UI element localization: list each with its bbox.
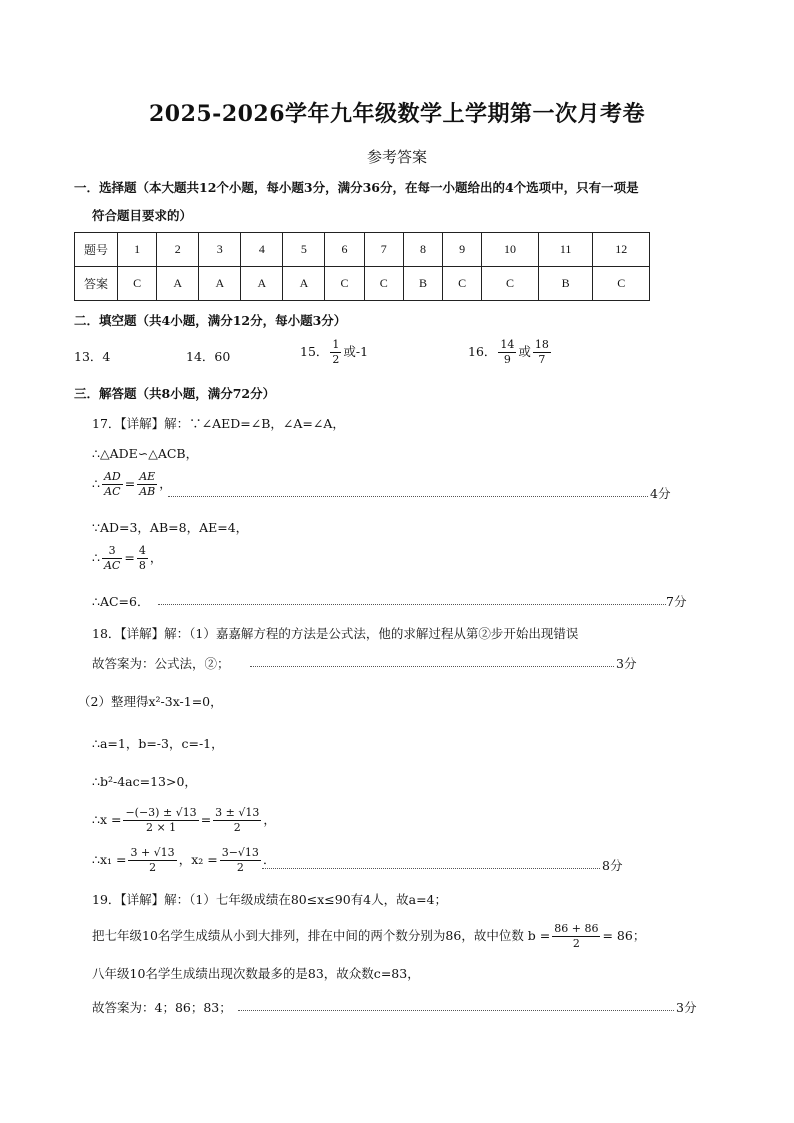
denominator: 8 [138, 559, 146, 572]
numerator: AD [103, 470, 121, 483]
table-cell: B [538, 267, 593, 301]
fraction [123, 806, 198, 835]
q19-line2 [92, 922, 645, 951]
score-label: 3分 [676, 1000, 697, 1015]
denominator: AC [104, 485, 121, 498]
fraction [137, 470, 157, 499]
table-cell: 6 [325, 233, 364, 267]
median-text: 把七年级10名学生成绩从小到大排列，排在中间的两个数分别为86，故中位数 b = [92, 928, 551, 943]
score-label: 4分 [650, 486, 671, 501]
fraction [102, 544, 122, 573]
denominator: 2 [236, 861, 244, 874]
dotted-leader [250, 666, 614, 667]
table-cell: C [325, 267, 364, 301]
q19-line1: 19．【详解】解：（1）七年级成绩在80≤x≤90有4人，故a=4； [92, 892, 447, 907]
section2-heading: 二．填空题（共4小题，满分12分，每小题3分） [74, 313, 347, 328]
table-cell: C [364, 267, 403, 301]
table-cell: 7 [364, 233, 403, 267]
punctuation: ， [149, 550, 163, 565]
punctuation: ， [263, 812, 276, 827]
denominator: 2 [149, 861, 157, 874]
denominator: 2 × 1 [145, 821, 177, 834]
q19-line3: 八年级10名学生成绩出现次数最多的是83，故众数c=83， [92, 966, 420, 981]
row-label: 题号 [75, 233, 118, 267]
table-cell: A [283, 267, 325, 301]
table-cell: C [443, 267, 482, 301]
numerator: 3 + √13 [130, 846, 175, 859]
answer-q13: 13．4 [74, 349, 111, 364]
q17-line5 [92, 544, 162, 573]
table-cell: 12 [593, 233, 650, 267]
table-cell: 4 [241, 233, 283, 267]
table-cell: 5 [283, 233, 325, 267]
numerator: AE [137, 470, 157, 485]
table-cell: C [482, 267, 539, 301]
section1-heading-line2: 符合题目要求的） [92, 208, 193, 223]
table-cell: 10 [482, 233, 539, 267]
fraction [137, 544, 148, 573]
score-label: 8分 [602, 858, 623, 873]
fraction [552, 922, 600, 951]
equals: = [200, 812, 212, 827]
equals: = [124, 550, 135, 565]
table-row-answers [75, 267, 650, 301]
score-label: 3分 [616, 656, 637, 671]
table-cell: A [157, 267, 199, 301]
table-cell: C [118, 267, 157, 301]
numerator: −(−3) ± √13 [125, 806, 197, 819]
denominator: 7 [538, 353, 546, 366]
answer-q15 [300, 338, 368, 367]
punctuation: ． [262, 852, 276, 867]
denominator: 9 [503, 353, 511, 366]
section1-heading-line1: 一．选择题（本大题共12个小题，每小题3分，满分36分，在每一小题给出的4个选项中，只有一项是 [74, 180, 639, 195]
numerator: 4 [138, 544, 146, 557]
dotted-leader [262, 868, 600, 869]
fraction [128, 846, 176, 875]
table-cell: B [403, 267, 442, 301]
section3-heading: 三．解答题（共8小题，满分72分） [74, 386, 276, 401]
denominator: 2 [572, 937, 580, 950]
fraction [498, 338, 516, 367]
page-title: 2025-2026学年九年级数学上学期第一次月考卷 [148, 101, 646, 127]
table-cell: 2 [157, 233, 199, 267]
q15-suffix: 或-1 [343, 344, 369, 359]
q18-line1: 18．【详解】解：（1）嘉嘉解方程的方法是公式法，他的求解过程从第②步开始出现错误 [92, 626, 579, 641]
q18-line6 [92, 806, 276, 835]
q17-line1: 17．【详解】解：∵∠AED=∠B，∠A=∠A， [92, 416, 345, 431]
equals: = [124, 476, 136, 491]
q17-line6: ∴AC=6． [92, 594, 150, 609]
table-cell: C [593, 267, 650, 301]
row-label: 答案 [75, 267, 118, 301]
dotted-leader [168, 496, 648, 497]
table-cell: 8 [403, 233, 442, 267]
table-cell: 3 [199, 233, 241, 267]
q18-line2: 故答案为：公式法，②； [92, 656, 230, 671]
table-cell: 1 [118, 233, 157, 267]
table-cell: 9 [443, 233, 482, 267]
q18-line4: ∴a=1，b=-3，c=-1， [92, 736, 224, 751]
denominator: 2 [233, 821, 241, 834]
numerator: 1 [332, 338, 340, 351]
table-cell: A [241, 267, 283, 301]
numerator: 14 [500, 338, 515, 351]
q19-line4: 故答案为：4；86；83； [92, 1000, 232, 1015]
table-cell: A [199, 267, 241, 301]
q18-line5: ∴b²-4ac=13>0， [92, 774, 197, 789]
numerator: 86 + 86 [554, 922, 599, 935]
q17-line3 [92, 470, 172, 499]
answer-table [74, 232, 650, 301]
dotted-leader [158, 604, 666, 605]
numerator: 3 ± √13 [215, 806, 260, 819]
equation-lhs: ∴x = [92, 812, 122, 827]
therefore-symbol: ∴ [92, 550, 100, 565]
equation-lhs: ∴x₁ = [92, 852, 127, 867]
punctuation: ， [159, 476, 172, 491]
table-cell: 11 [538, 233, 593, 267]
q15-prefix: 15． [300, 344, 329, 359]
dotted-leader [238, 1010, 674, 1011]
numerator: 3−√13 [221, 846, 259, 859]
fraction [533, 338, 551, 367]
q16-prefix: 16． [468, 344, 497, 359]
fraction [102, 470, 123, 499]
therefore-symbol: ∴ [92, 476, 100, 491]
q18-line7 [92, 846, 275, 875]
q17-line2: ∴△ADE∽△ACB， [92, 446, 199, 461]
denominator: AB [139, 485, 156, 498]
fraction [213, 806, 261, 835]
answer-q16 [468, 338, 553, 367]
equation-mid: ，x₂ = [178, 852, 218, 867]
score-label: 7分 [666, 594, 687, 609]
fraction [220, 846, 261, 875]
q17-line4: ∵AD=3，AB=8，AE=4， [92, 520, 249, 535]
median-result: = 86； [602, 928, 646, 943]
numerator: 3 [102, 544, 122, 559]
answer-q14: 14．60 [186, 349, 231, 364]
page-subtitle: 参考答案 [366, 148, 427, 166]
fraction [330, 338, 341, 367]
denominator: 2 [332, 353, 340, 366]
table-row-numbers [75, 233, 650, 267]
denominator: AC [103, 559, 121, 572]
q16-mid: 或 [518, 344, 531, 359]
q18-line3: （2）整理得x²-3x-1=0， [78, 694, 223, 709]
numerator: 18 [534, 338, 549, 351]
